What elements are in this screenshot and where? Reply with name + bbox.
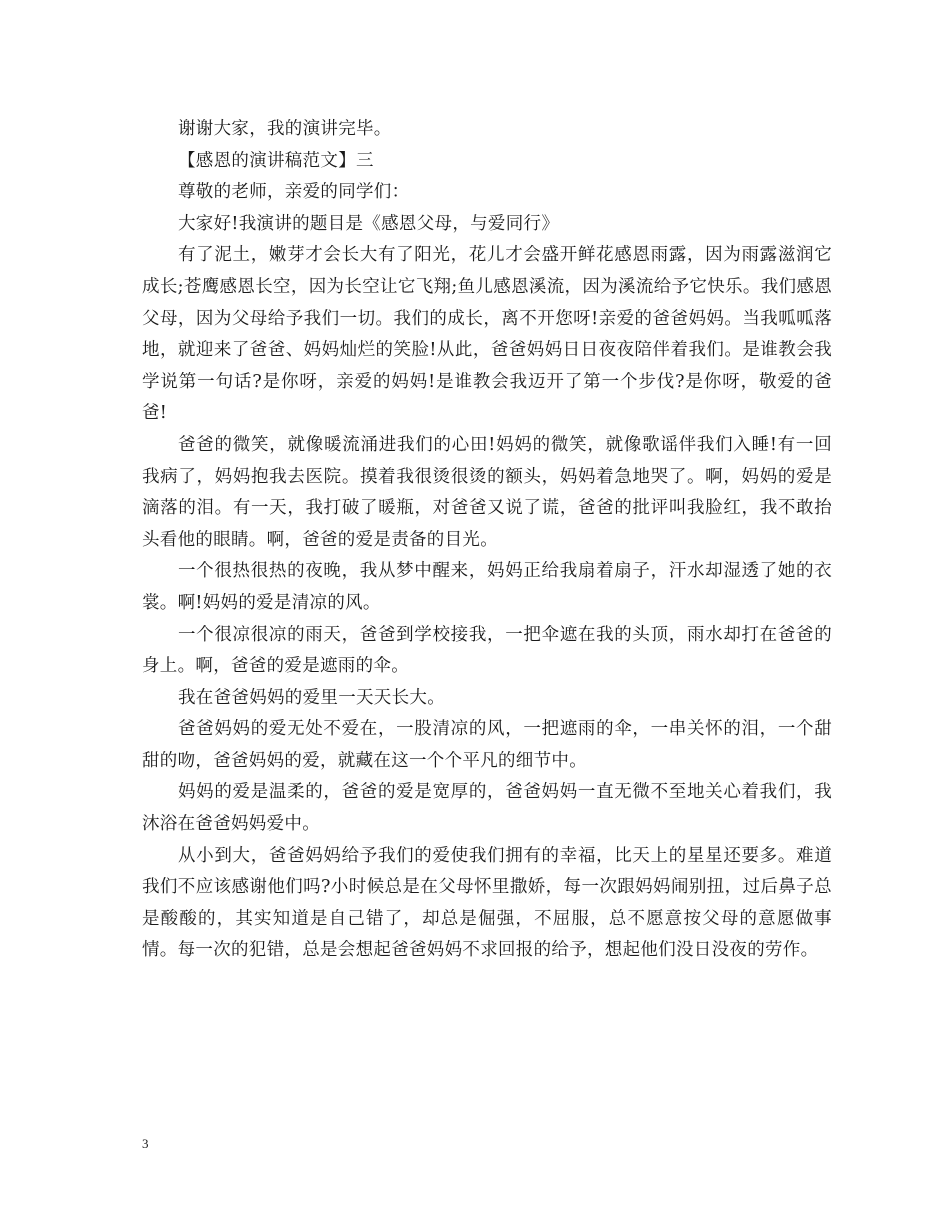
paragraph: 从小到大，爸爸妈妈给予我们的爱使我们拥有的幸福，比天上的星星还要多。难道我们不应该感谢他们吗?小时候总是在父母怀里撒娇，每一次跟妈妈闹别扭，过后鼻子总是酸酸的，其实知道是自己错了，却总是倔强，不屈服，总不愿意按父母的意愿做事情。每一次的犯错，总是会想起爸爸妈妈不求回报的给予，想起他们没日没夜的劳作。 bbox=[142, 845, 832, 961]
paragraph: 一个很热很热的夜晚，我从梦中醒来，妈妈正给我扇着扇子，汗水却湿透了她的衣裳。啊!妈妈的爱是清凉的风。 bbox=[142, 561, 832, 613]
paragraph: 爸爸的微笑，就像暖流涌进我们的心田!妈妈的微笑，就像歌谣伴我们入睡!有一回我病了，妈妈抱我去医院。摸着我很烫很烫的额头，妈妈着急地哭了。啊，妈妈的爱是滴落的泪。有一天，我打破了暖瓶，对爸爸又说了谎，爸爸的批评叫我脸红，我不敢抬头看他的眼睛。啊，爸爸的爱是责备的目光。 bbox=[142, 434, 832, 550]
paragraph: 爸爸妈妈的爱无处不爱在，一股清凉的风，一把遮雨的伞，一串关怀的泪，一个甜甜的吻，爸爸妈妈的爱，就藏在这一个个平凡的细节中。 bbox=[142, 719, 832, 771]
body-text bbox=[142, 114, 832, 967]
paragraph: 一个很凉很凉的雨天，爸爸到学校接我，一把伞遮在我的头顶，雨水却打在爸爸的身上。啊，爸爸的爱是遮雨的伞。 bbox=[142, 624, 832, 677]
paragraph: 妈妈的爱是温柔的，爸爸的爱是宽厚的，爸爸妈妈一直无微不至地关心着我们，我沐浴在爸爸妈妈爱中。 bbox=[142, 782, 832, 835]
section-heading: 【感恩的演讲稿范文】三 bbox=[178, 150, 374, 171]
paragraph-closing: 谢谢大家，我的演讲完毕。 bbox=[178, 119, 392, 139]
paragraph: 有了泥土，嫩芽才会长大有了阳光，花儿才会盛开鲜花感恩雨露，因为雨露滋润它成长;苍鹰感恩长空，因为长空让它飞翔;鱼儿感恩溪流，因为溪流给予它快乐。我们感恩父母，因为父母给予我们一切。我们的成长，离不开您呀!亲爱的爸爸妈妈。当我呱呱落地，就迎来了爸爸、妈妈灿烂的笑脸!从此，爸爸妈妈日日夜夜陪伴着我们。是谁教会我学说第一句话?是你呀，亲爱的妈妈!是谁教会我迈开了第一个步伐?是你呀，敬爱的爸爸! bbox=[142, 245, 832, 424]
speech-title-line: 大家好!我演讲的题目是《感恩父母，与爱同行》 bbox=[178, 213, 560, 234]
paragraph: 我在爸爸妈妈的爱里一天天长大。 bbox=[178, 687, 445, 708]
salutation: 尊敬的老师，亲爱的同学们： bbox=[178, 182, 410, 203]
page-number: 3 bbox=[142, 1136, 149, 1151]
